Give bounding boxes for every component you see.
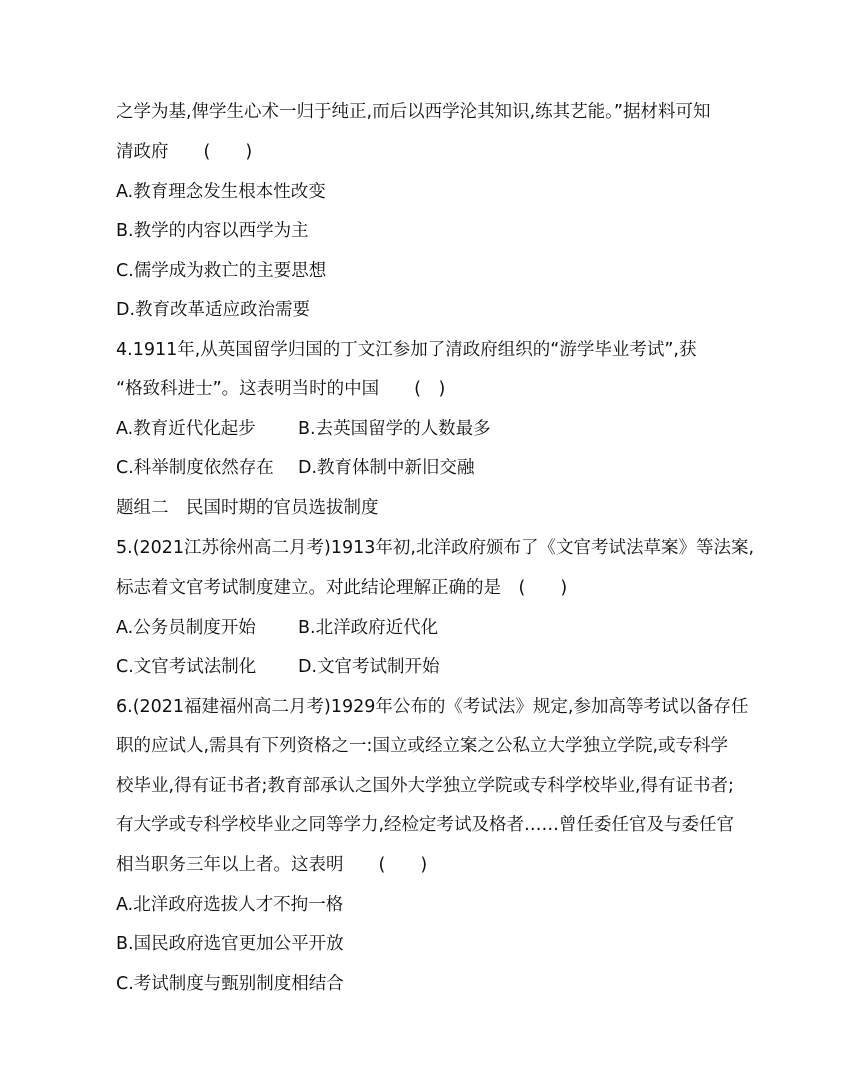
- q6-stem-line-2: 职的应试人,需具有下列资格之一:国立或经立案之公私立大学独立学院,或专科学: [116, 736, 729, 756]
- q5-stem-line-1: 5.(2021江苏徐州高二月考)1913年初,北洋政府颁布了《文官考试法草案》等法案,: [116, 538, 755, 558]
- q6-stem-line-1: 6.(2021福建福州高二月考)1929年公布的《考试法》规定,参加高等考试以备存任: [116, 697, 749, 717]
- q5-stem-line-2: 标志着文官考试制度建立。对此结论理解正确的是 ( ): [116, 578, 568, 598]
- q3-stem-line-1: 之学为基,俾学生心术一归于纯正,而后以西学沦其知识,练其艺能。”据材料可知: [116, 102, 711, 122]
- q6-stem-line-4: 有大学或专科学校毕业之同等学力,经检定考试及格者……曾任委任官及与委任官: [116, 815, 735, 835]
- q6-stem-line-3: 校毕业,得有证书者;教育部承认之国外大学独立学院或专科学校毕业,得有证书者;: [116, 776, 734, 796]
- q4-option-c: C.科举制度依然存在: [116, 458, 274, 478]
- section-heading: 题组二 民国时期的官员选拔制度: [116, 498, 379, 518]
- q6-option-a: A.北洋政府选拔人才不拘一格: [116, 895, 344, 915]
- q3-option-c: C.儒学成为救亡的主要思想: [116, 261, 327, 281]
- q5-option-a: A.公务员制度开始: [116, 618, 256, 638]
- q5-option-d: D.文官考试制开始: [298, 657, 440, 677]
- q4-stem-line-2: “格致科进士”。这表明当时的中国 ( ): [116, 379, 446, 399]
- q4-stem-line-1: 4.1911年,从英国留学归国的丁文江参加了清政府组织的“游学毕业考试”,获: [116, 340, 697, 360]
- q3-option-d: D.教育改革适应政治需要: [116, 300, 311, 320]
- q4-option-d: D.教育体制中新旧交融: [298, 458, 475, 478]
- q6-stem-line-5: 相当职务三年以上者。这表明 ( ): [116, 855, 428, 875]
- q3-option-a: A.教育理念发生根本性改变: [116, 182, 326, 202]
- q3-stem-line-2: 清政府 ( ): [116, 142, 253, 162]
- q4-option-b: B.去英国留学的人数最多: [298, 419, 491, 439]
- q3-option-b: B.教学的内容以西学为主: [116, 221, 309, 241]
- q5-option-c: C.文官考试法制化: [116, 657, 257, 677]
- q6-option-b: B.国民政府选官更加公平开放: [116, 934, 344, 954]
- q6-option-c: C.考试制度与甄别制度相结合: [116, 974, 344, 994]
- q5-option-b: B.北洋政府近代化: [298, 618, 439, 638]
- q4-option-a: A.教育近代化起步: [116, 419, 256, 439]
